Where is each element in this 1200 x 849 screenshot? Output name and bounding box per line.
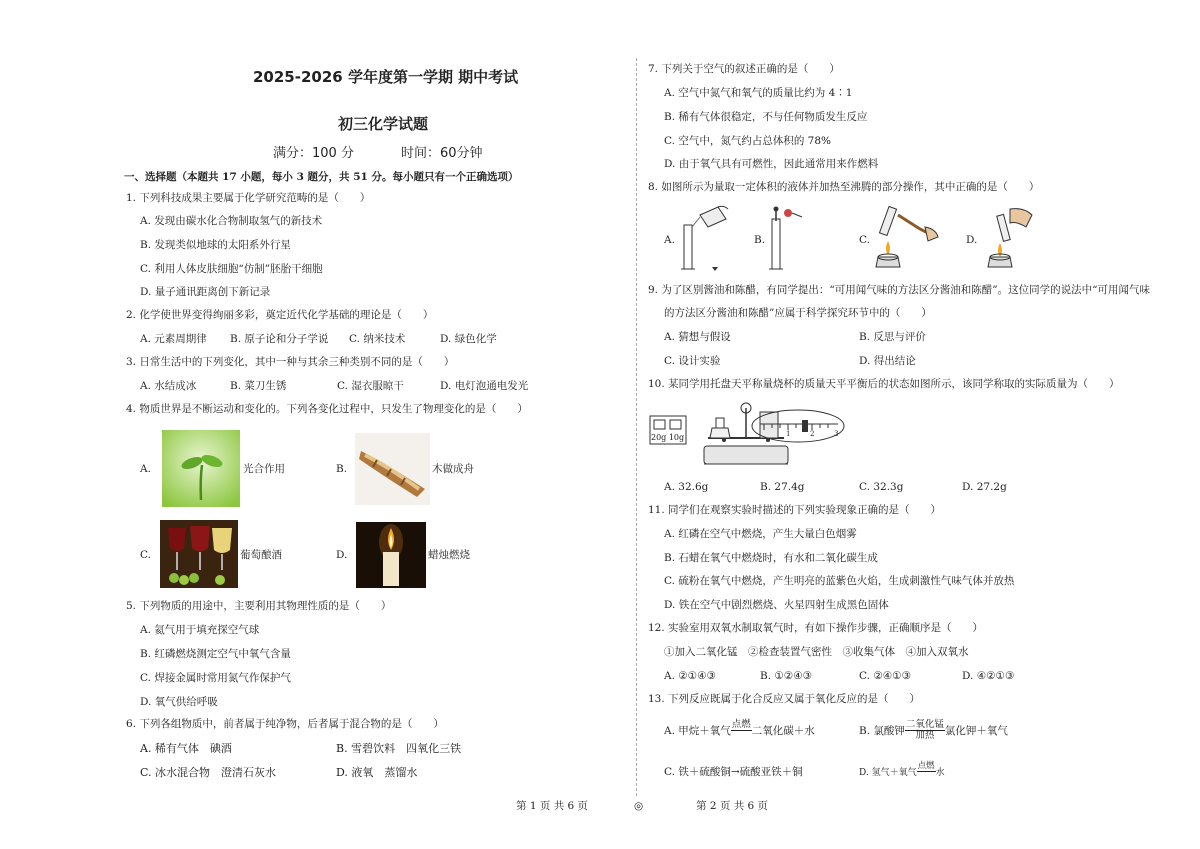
candle-photo	[356, 522, 426, 588]
q12-stem: 12. 实验室用双氧水制取氧气时，有如下操作步骤，正确顺序是（ ）	[648, 622, 984, 634]
q2-option-d: D. 绿色化学	[440, 333, 497, 345]
q1-option-b: B. 发现类似地球的太阳系外行星	[140, 239, 291, 251]
q10-stem: 10. 某同学用托盘天平称量烧杯的质量天平平衡后的状态如图所示，该同学称取的实际质量为（ ）	[648, 378, 1120, 390]
q3-option-b: B. 菜刀生锈	[230, 380, 287, 392]
q11-stem: 11. 同学们在观察实验时描述的下列实验现象正确的是（ ）	[648, 504, 942, 516]
q13-a-reactants: A. 甲烷＋氧气	[664, 724, 731, 737]
q7-option-b: B. 稀有气体很稳定，不与任何物质发生反应	[664, 111, 868, 123]
q13-a-products: 二氧化碳＋水	[751, 724, 815, 737]
q2-option-c: C. 纳米技术	[349, 333, 406, 345]
q8-option-d: D.	[966, 234, 978, 246]
q4-option-d: D.	[336, 549, 348, 561]
q13-d-products: 水	[935, 767, 945, 778]
q1-option-d: D. 量子通讯距离创下新记录	[140, 286, 271, 298]
q3-stem: 3. 日常生活中的下列变化，其中一种与其余三种类别不同的是（ ）	[126, 356, 455, 368]
q9-option-d: D. 得出结论	[859, 355, 916, 367]
weights-label: 20g 10g	[651, 433, 685, 442]
balance-figure	[648, 398, 848, 472]
q9-option-c: C. 设计实验	[664, 355, 721, 367]
section-heading: 一、选择题（本题共 17 小题，每小 3 题分，共 51 分。每小题只有一个正确选项）	[124, 171, 519, 183]
footer-right-page-number: 第 2 页 共 6 页	[696, 800, 769, 812]
q9-stem-line2: 的方法区分酱油和陈醋”应属于科学探究环节中的（ ）	[664, 307, 932, 319]
q4-a-label: 光合作用	[243, 463, 285, 475]
q7-option-a: A. 空气中氮气和氧气的质量比约为 4∶1	[664, 87, 853, 99]
left-page	[118, 0, 628, 849]
q13-b-reactants: B. 氯酸钾	[859, 724, 905, 737]
q8-option-c: C.	[859, 234, 870, 246]
q5-option-d: D. 氧气供给呼吸	[140, 696, 218, 708]
footer-left-page-number: 第 1 页 共 6 页	[516, 800, 589, 812]
q9-stem-line1: 9. 为了区别酱油和陈醋，有同学提出：“可用闻气味的方法区分酱油和陈醋”。这位同学的说法中“可用闻气味	[648, 284, 1150, 296]
q4-c-label: 葡萄酿酒	[240, 549, 282, 561]
q11-option-a: A. 红磷在空气中燃烧，产生大量白色烟雾	[664, 528, 857, 540]
q3-option-c: C. 湿衣服晾干	[337, 380, 404, 392]
q13-b-products: 氯化钾＋氧气	[944, 724, 1008, 737]
q12-steps: ①加入二氧化锰 ②检查装置气密性 ③收集气体 ④加入双氧水	[664, 646, 969, 658]
sprout-photo	[162, 430, 240, 507]
q1-option-c: C. 利用人体皮肤细胞“仿制”胚胎干细胞	[140, 263, 323, 275]
q5-option-b: B. 红磷燃烧测定空气中氧气含量	[140, 648, 291, 660]
q12-option-c: C. ②④①③	[859, 670, 911, 682]
q11-option-c: C. 硫粉在氧气中燃烧，产生明亮的蓝紫色火焰，生成刺激性气味气体并放热	[664, 575, 1015, 587]
q8-option-b: B.	[754, 234, 766, 246]
q13-option-d	[859, 762, 945, 782]
q10-option-a: A. 32.6g	[664, 481, 709, 493]
q13-d-reactants: D. 氢气＋氧气	[859, 767, 917, 778]
q8-option-a: A.	[664, 234, 675, 246]
q7-option-c: C. 空气中，氮气约占总体积的 78%	[664, 135, 832, 147]
q13-d-condition: 点燃	[917, 761, 935, 771]
q4-option-b: B.	[336, 463, 348, 475]
q13-option-a	[664, 720, 815, 742]
q8-stem: 8. 如图所示为量取一定体积的液体并加热至沸腾的部分操作，其中正确的是（ ）	[648, 181, 1040, 193]
q2-stem: 2. 化学使世界变得绚丽多彩，奠定近代化学基础的理论是（ ）	[126, 309, 434, 321]
full-score: 满分：100 分	[273, 146, 354, 161]
scale-tick-2: 2	[810, 430, 815, 438]
q1-option-a: A. 发现由碳水化合物制取氢气的新技术	[140, 215, 323, 227]
q3-option-d: D. 电灯泡通电发光	[440, 380, 529, 392]
q7-option-d: D. 由于氧气具有可燃性，因此通常用来作燃料	[664, 158, 879, 170]
q12-option-a: A. ②①④③	[664, 670, 716, 682]
q13-option-c: C. 铁＋硫酸铜→硫酸亚铁＋铜	[664, 766, 803, 778]
q6-stem: 6. 下列各组物质中，前者属于纯净物，后者属于混合物的是（ ）	[126, 718, 444, 730]
q7-stem: 7. 下列关于空气的叙述正确的是（ ）	[648, 63, 840, 75]
q11-option-d: D. 铁在空气中剧烈燃烧、火星四射生成黑色固体	[664, 599, 889, 611]
heating-tube-figure-d	[980, 205, 1042, 273]
q13-option-b	[859, 720, 1008, 742]
q4-d-label: 蜡烛燃烧	[428, 549, 470, 561]
exam-subtitle: 初三化学试题	[338, 115, 429, 133]
boat-photo	[355, 433, 430, 505]
q10-option-d: D. 27.2g	[962, 481, 1007, 493]
q9-option-b: B. 反思与评价	[859, 331, 926, 343]
q6-option-d: D. 液氧 蒸馏水	[336, 766, 418, 779]
exam-time: 时间：60分钟	[401, 146, 483, 161]
q2-option-a: A. 元素周期律	[140, 333, 207, 345]
q4-b-label: 木做成舟	[432, 463, 474, 475]
q1-stem: 1. 下列科技成果主要属于化学研究范畴的是（ ）	[126, 192, 371, 204]
q13-b-condition: $\frac{\text{二氧化锰}}{\text{加热}}$	[905, 719, 944, 742]
q4-option-c: C.	[140, 549, 151, 561]
q4-option-a: A.	[140, 463, 151, 475]
q2-option-b: B. 原子论和分子学说	[230, 333, 329, 345]
right-page	[648, 0, 1168, 849]
q5-option-a: A. 氦气用于填充探空气球	[140, 624, 260, 636]
scale-tick-1: 1	[786, 430, 791, 438]
q12-option-d: D. ④②①③	[962, 670, 1015, 682]
q5-option-c: C. 焊接金属时常用氮气作保护气	[140, 672, 291, 684]
q12-option-b: B. ①②④③	[760, 670, 813, 682]
q3-option-a: A. 水结成冰	[140, 380, 197, 392]
heating-tube-figure-c	[870, 205, 940, 273]
q10-option-c: C. 32.3g	[859, 481, 904, 493]
q10-option-b: B. 27.4g	[760, 481, 805, 493]
q5-stem: 5. 下列物质的用途中，主要利用其物理性质的是（ ）	[126, 600, 392, 612]
footer-separator: ◎	[634, 800, 644, 812]
q13-a-condition: 点燃	[731, 719, 751, 730]
q6-option-a: A. 稀有气体 碘酒	[140, 742, 232, 755]
q6-option-b: B. 雪碧饮料 四氧化三铁	[336, 742, 462, 755]
q13-stem: 13. 下列反应既属于化合反应又属于氧化反应的是（ ）	[648, 693, 921, 705]
exam-title: 2025-2026 学年度第一学期 期中考试	[253, 68, 519, 86]
q4-stem: 4. 物质世界是不断运动和变化的。下列各变化过程中，只发生了物理变化的是（ ）	[126, 403, 528, 415]
q11-option-b: B. 石蜡在氧气中燃烧时，有水和二氧化碳生成	[664, 552, 878, 564]
q9-option-a: A. 猜想与假设	[664, 331, 731, 343]
pouring-cylinder-figure	[678, 205, 730, 273]
dropper-cylinder-figure	[766, 205, 806, 273]
page-divider	[636, 58, 637, 796]
wine-photo	[160, 520, 238, 588]
q6-option-c: C. 冰水混合物 澄清石灰水	[140, 766, 277, 779]
scale-tick-3: 3	[834, 430, 839, 438]
